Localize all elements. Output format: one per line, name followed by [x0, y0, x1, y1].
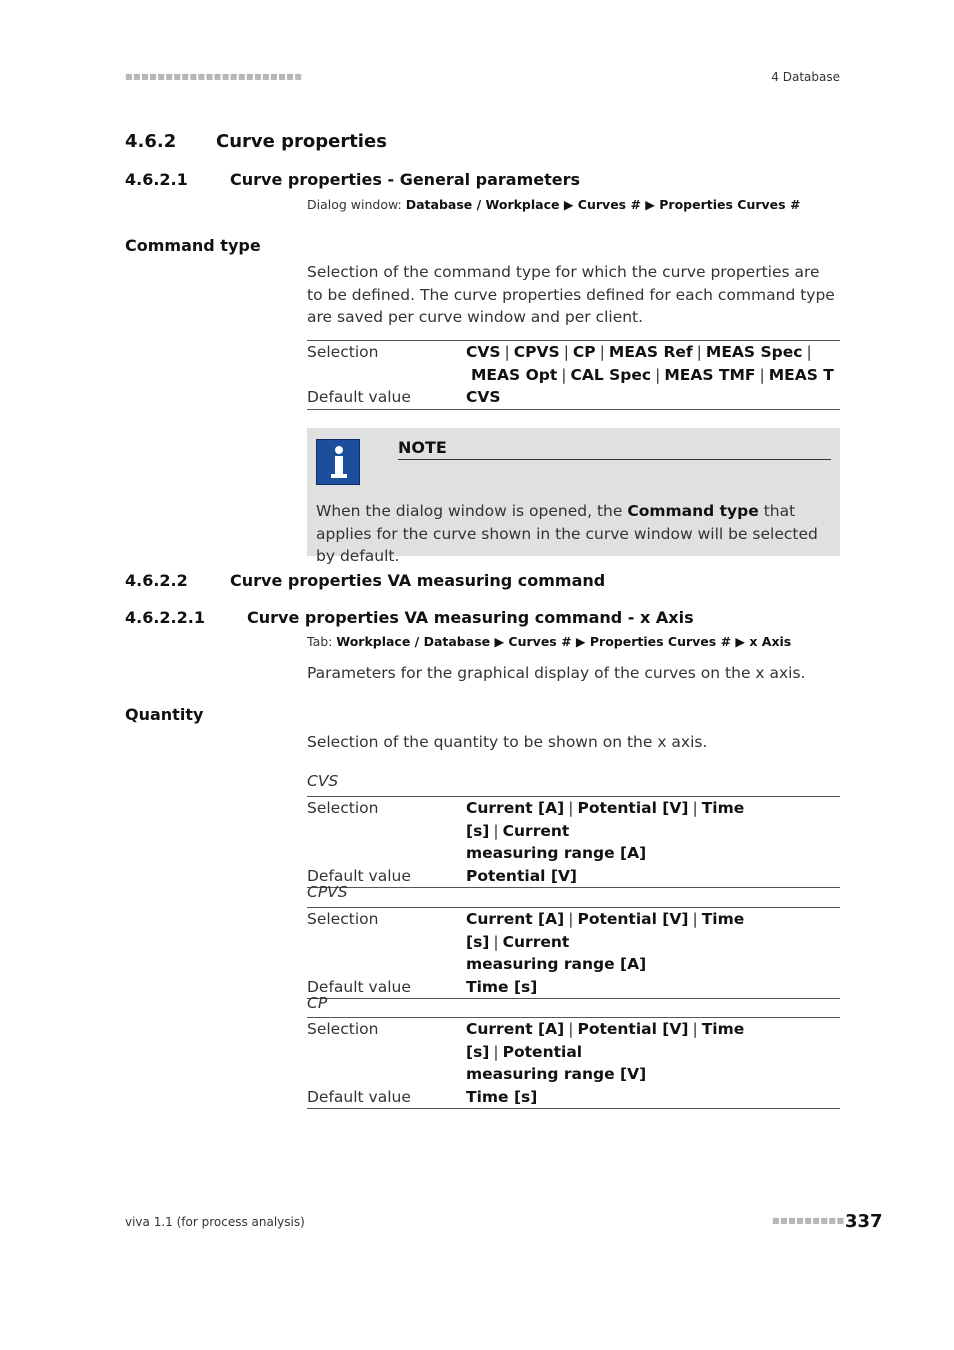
subsection-number: 4.6.2.2	[125, 571, 188, 590]
option: CPVS	[513, 343, 560, 361]
page-number: 337	[845, 1211, 883, 1232]
group-label: CPVS	[307, 883, 348, 901]
command-type-table	[307, 340, 840, 410]
selection-key: Selection	[307, 910, 379, 928]
default-key: Default value	[307, 866, 411, 885]
option: MEAS Ref	[608, 343, 693, 361]
quantity-table	[307, 1017, 840, 1109]
option: CAL Spec	[570, 365, 652, 384]
option: MEAS T	[768, 365, 834, 384]
option: MEAS TMF	[664, 365, 756, 384]
option: Current [A]	[466, 1020, 565, 1038]
parameter-description: Selection of the command type for which the curve properties are to be defined. The curve properties defined for each command type are saved per curve window and per client.	[307, 263, 835, 326]
selection-values: Current [A] | Potential [V] | Time [s] | Potential measuring range [V]	[466, 1018, 840, 1086]
default-value: Time [s]	[466, 1087, 538, 1106]
note-text-bold: Command type	[627, 502, 759, 520]
option: Current	[502, 821, 570, 840]
note-text	[316, 500, 831, 568]
option: Potential	[502, 1042, 583, 1061]
selection-values: CVS | CPVS | CP | MEAS Ref | MEAS Spec | MEAS Opt | CAL Spec | MEAS TMF | MEAS T	[466, 343, 834, 384]
default-value: Potential [V]	[466, 866, 578, 885]
subsection-title: Curve properties VA measuring command	[230, 571, 606, 590]
parameter-description: Selection of the quantity to be shown on the x axis.	[307, 733, 708, 751]
parameter-label: Command type	[125, 236, 261, 255]
selection-values: Current [A] | Potential [V] | Time [s] | Current measuring range [A]	[466, 908, 840, 976]
parameter-label: Quantity	[125, 705, 204, 724]
option: Current	[502, 932, 570, 951]
section-number: 4.6.2	[125, 131, 177, 152]
option: Potential [V]	[577, 910, 689, 928]
footer-decoration: ■■■■■■■■■	[772, 1216, 845, 1225]
quantity-table	[307, 907, 840, 999]
option: MEAS Spec	[705, 343, 803, 361]
default-key: Default value	[307, 977, 411, 996]
subsubsection-title: Curve properties VA measuring command - x Axis	[247, 608, 694, 627]
option: Potential [V]	[577, 799, 689, 817]
chapter-label: 4 Database	[771, 70, 840, 84]
section-title: Curve properties	[216, 131, 387, 152]
breadcrumb-prefix: Dialog window:	[307, 197, 402, 212]
default-row	[307, 386, 840, 409]
option-continued: measuring range [A]	[466, 955, 647, 973]
footer-product: viva 1.1 (for process analysis)	[125, 1215, 305, 1229]
option: MEAS Opt	[471, 365, 558, 384]
subsection-title: Curve properties - General parameters	[230, 170, 581, 189]
selection-row	[307, 341, 840, 386]
option: CP	[572, 343, 596, 361]
default-value: CVS	[466, 388, 501, 406]
option: Time [s]	[466, 910, 745, 951]
default-key: Default value	[307, 1087, 411, 1106]
option: CVS	[466, 343, 501, 361]
option: Time [s]	[466, 1020, 745, 1061]
breadcrumb-path: Database / Workplace ▶ Curves # ▶ Properties Curves #	[405, 197, 801, 212]
note-text-part: that applies for the curve shown in the curve window will be selected by default.	[316, 502, 818, 565]
option-continued: measuring range [V]	[466, 1065, 647, 1083]
option: Potential [V]	[577, 1020, 689, 1038]
default-key: Default value	[307, 388, 411, 406]
breadcrumb	[307, 197, 800, 212]
selection-values: Current [A] | Potential [V] | Time [s] | Current measuring range [A]	[466, 797, 840, 865]
group-label: CVS	[307, 772, 339, 790]
note-title: NOTE	[398, 438, 831, 460]
selection-key: Selection	[307, 799, 379, 817]
option: Current [A]	[466, 910, 565, 928]
option-continued: measuring range [A]	[466, 844, 647, 862]
selection-key: Selection	[307, 1020, 379, 1038]
breadcrumb-path: Workplace / Database ▶ Curves # ▶ Properties Curves # ▶ x Axis	[336, 634, 792, 649]
breadcrumb-prefix: Tab:	[307, 634, 333, 649]
subsubsection-number: 4.6.2.2.1	[125, 608, 205, 627]
option: Time [s]	[466, 799, 745, 840]
note-text-part: When the dialog window is opened, the	[316, 502, 628, 520]
header-decoration: ■■■■■■■■■■■■■■■■■■■■■■	[125, 72, 303, 81]
section-intro: Parameters for the graphical display of the curves on the x axis.	[307, 664, 806, 682]
quantity-table	[307, 796, 840, 888]
group-label: CP	[307, 994, 328, 1012]
breadcrumb	[307, 634, 791, 649]
option: Current [A]	[466, 799, 565, 817]
selection-key: Selection	[307, 343, 379, 361]
default-value: Time [s]	[466, 977, 538, 996]
subsection-number: 4.6.2.1	[125, 170, 188, 189]
info-icon	[316, 439, 360, 485]
